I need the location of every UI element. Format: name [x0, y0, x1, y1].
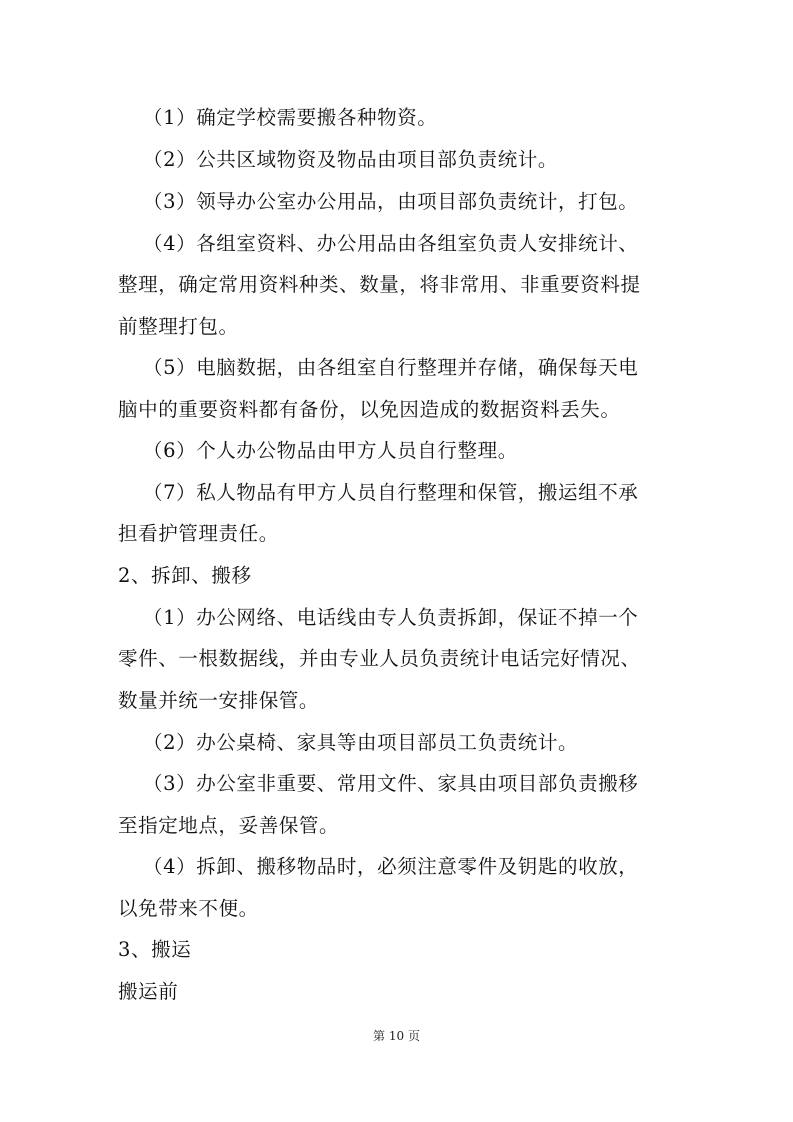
- paragraph-line: 脑中的重要资料都有备份，以免因造成的数据资料丢失。: [118, 398, 621, 421]
- paragraph-line: （7）私人物品有甲方人员自行整理和保管，搬运组不承: [143, 481, 639, 504]
- paragraph-line: 整理，确定常用资料种类、数量，将非常用、非重要资料提: [118, 273, 641, 296]
- paragraph-line: （4）拆卸、搬移物品时，必须注意零件及钥匙的收放，: [143, 855, 639, 878]
- section-heading: 3、搬运: [118, 938, 192, 961]
- paragraph-line: （4）各组室资料、办公用品由各组室负责人安排统计、: [143, 232, 639, 255]
- paragraph-line: （1）办公网络、电话线由专人负责拆卸，保证不掉一个: [143, 606, 639, 629]
- paragraph-line: 数量并统一安排保管。: [118, 689, 320, 712]
- paragraph-line: （2）公共区域物资及物品由项目部负责统计。: [143, 148, 559, 171]
- paragraph-line: 前整理打包。: [118, 315, 239, 338]
- section-heading: 2、拆卸、搬移: [118, 564, 252, 587]
- paragraph-line: （2）办公桌椅、家具等由项目部员工负责统计。: [143, 731, 579, 754]
- paragraph-line: （6）个人办公物品由甲方人员自行整理。: [143, 439, 518, 462]
- paragraph-line: 搬运前: [118, 980, 179, 1003]
- paragraph-line: 至指定地点，妥善保管。: [118, 814, 340, 837]
- paragraph-line: 以免带来不便。: [118, 897, 259, 920]
- paragraph-line: （3）领导办公室办公用品，由项目部负责统计，打包。: [143, 190, 639, 213]
- paragraph-line: 担看护管理责任。: [118, 522, 279, 545]
- paragraph-line: （5）电脑数据，由各组室自行整理并存储，确保每天电: [143, 356, 639, 379]
- page-number: 第 10 页: [373, 1029, 420, 1043]
- paragraph-line: （3）办公室非重要、常用文件、家具由项目部负责搬移: [143, 772, 639, 795]
- paragraph-line: 零件、一根数据线，并由专业人员负责统计电话完好情况、: [118, 647, 641, 670]
- paragraph-line: （1）确定学校需要搬各种物资。: [143, 106, 438, 129]
